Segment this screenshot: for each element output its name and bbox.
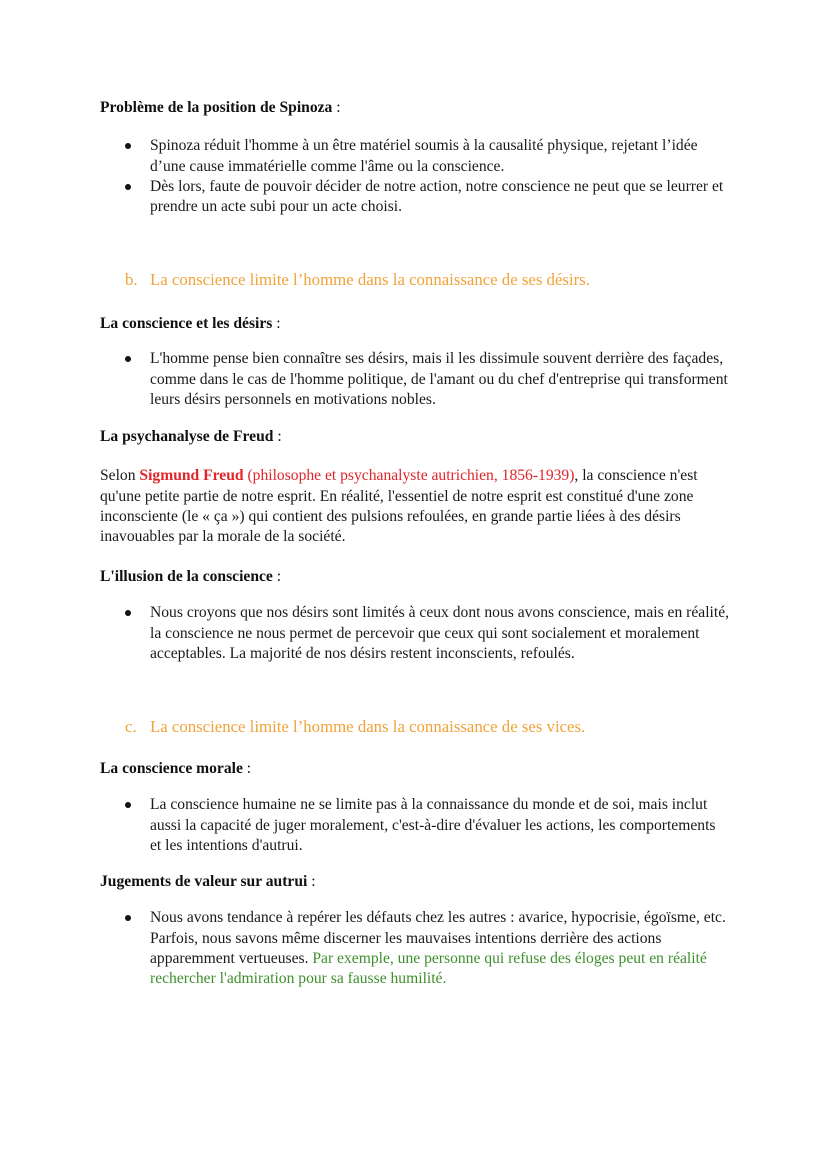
list-item-text: Dès lors, faute de pouvoir décider de notre action, notre conscience ne peut que se leurrer et prendre un acte subi pour un acte choisi. [150,177,724,216]
list-item-text: Spinoza réduit l'homme à un être matériel soumis à la causalité physique, rejetant l’idée d’une cause immatérielle comme l'âme ou la conscience. [150,137,698,175]
freud-intro: Selon [100,467,140,485]
list-item [100,349,730,410]
moral-label [100,759,730,779]
freud-label [100,427,730,447]
list-item-text: La conscience humaine ne se limite pas à la connaissance du monde et de soi, mais inclut aussi la capacité de juger moralement, c'est-à-dire d'évaluer les actions, les comportements et les intentions d'autrui. [150,796,716,854]
list-item-text: L'homme pense bien connaître ses désirs, mais il les dissimule souvent derrière des façades, comme dans le cas de l'homme politique, de l'amant ou du chef d'entreprise qui transforment leurs désirs personnels en motivations nobles. [150,350,728,408]
section-heading-b [100,270,755,290]
label-colon: : [307,873,316,890]
label-text: L'illusion de la conscience [100,568,273,585]
example-text: Par exemple, une personne qui refuse des éloges peut en réalité rechercher l'admiration pour sa fausse humilité. [150,949,707,988]
label-colon: : [332,99,341,116]
list-item [100,136,730,177]
bullet-icon [125,610,131,616]
heading-marker: c. [125,717,137,736]
desires-section [100,314,730,410]
freud-name: Sigmund Freud [139,467,244,485]
judgements-label [100,872,730,892]
heading-text: La conscience limite l’homme dans la connaissance de ses vices. [150,717,586,736]
judgements-bullet-list [100,908,730,989]
label-colon: : [272,315,281,332]
desires-label [100,314,730,334]
list-item [100,908,730,989]
list-item-text: Nous avons tendance à repérer les défauts chez les autres : avarice, hypocrisie, égoïsme, etc. Parfois, nous savons même discerner les mauvaises intentions derrière des actions apparemment vertueuses. [150,909,726,967]
heading-text: La conscience limite l’homme dans la connaissance de ses désirs. [150,270,590,289]
judgements-section [100,872,730,989]
illusion-label [100,567,730,587]
section-heading-c [100,717,755,737]
heading-marker: b. [125,270,138,289]
freud-section [100,427,730,547]
illusion-bullet-list [100,603,730,664]
list-item-text: Nous croyons que nos désirs sont limités à ceux dont nous avons conscience, mais en réalité, la conscience ne nous permet de percevoir que ceux qui sont socialement et moralement acceptables. La majorité de nos désirs restent inconscients, refoulés. [150,604,730,662]
spinoza-bullet-list [100,136,730,217]
label-text: La conscience morale [100,760,243,777]
freud-bio: (philosophe et psychanalyste autrichien, 1856-1939) [243,467,575,485]
desires-bullet-list [100,349,730,410]
bullet-icon [125,802,131,808]
label-text: Problème de la position de Spinoza [100,99,333,116]
list-item [100,795,730,856]
label-text: Jugements de valeur sur autrui [100,873,308,890]
bullet-icon [125,356,131,362]
freud-paragraph [100,466,730,547]
label-text: La conscience et les désirs [100,315,273,332]
spinoza-problem-label [100,98,730,118]
illusion-section [100,567,730,664]
list-item [100,177,730,218]
moral-section [100,759,730,856]
label-text: La psychanalyse de Freud [100,428,274,445]
spinoza-problem-section [100,98,730,217]
bullet-icon [125,184,131,190]
freud-text: , la conscience n'est qu'une petite partie de notre esprit. En réalité, l'essentiel de notre esprit est constitué d'une zone inconsciente (le « ça ») qui contient des pulsions refoulées, en grande partie liées à des désirs inavouables par la morale de la société. [100,467,698,546]
label-colon: : [273,428,282,445]
list-item [100,603,730,664]
bullet-icon [125,143,131,149]
label-colon: : [242,760,252,777]
moral-bullet-list [100,795,730,856]
label-colon: : [272,568,282,585]
bullet-icon [125,915,131,921]
